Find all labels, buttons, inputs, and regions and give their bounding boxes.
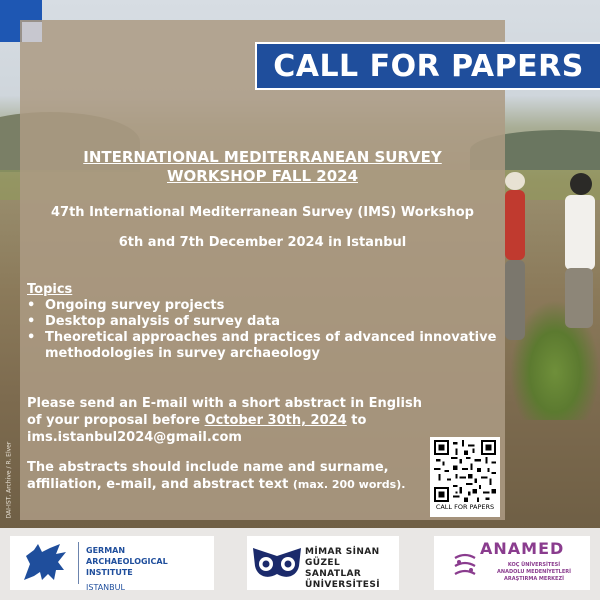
anamed-line: ANADOLU MEDENİYETLERİ	[497, 569, 571, 575]
anamed-logo[interactable]	[434, 536, 590, 590]
person-torso	[505, 190, 525, 260]
submission-text: of your proposal before	[27, 413, 205, 428]
qr-code-icon	[434, 440, 496, 502]
list-item: • Desktop analysis of survey data	[27, 314, 497, 330]
msgsu-line: ÜNİVERSİTESİ	[305, 580, 380, 590]
event-dates: 6th and 7th December 2024 in Istanbul	[118, 235, 407, 250]
dai-line: GERMAN	[86, 546, 126, 555]
abstract-requirements	[27, 459, 427, 493]
submission-instructions	[27, 395, 457, 446]
owl-icon	[251, 544, 303, 582]
word-limit: (max. 200 words).	[292, 478, 406, 491]
call-for-papers-banner	[255, 42, 600, 90]
anamed-name: ANAMED	[480, 539, 565, 558]
griffin-icon	[16, 540, 72, 586]
dai-logo[interactable]	[10, 536, 214, 590]
submission-text: to	[346, 413, 367, 428]
footer-logos	[0, 528, 600, 600]
dai-name	[86, 545, 214, 593]
divider	[78, 542, 79, 584]
contact-email[interactable]: ims.istanbul2024@gmail.com	[27, 430, 242, 445]
anamed-emblem-icon	[452, 553, 478, 579]
deadline: October 30th, 2024	[204, 413, 347, 428]
submission-line: Please send an E-mail with a short abstract in English	[27, 396, 422, 411]
banner-text: CALL FOR PAPERS	[273, 48, 584, 84]
person-torso	[565, 195, 595, 270]
dai-line: ARCHAEOLOGICAL INSTITUTE	[86, 557, 168, 577]
msgsu-line: GÜZEL SANATLAR	[305, 558, 362, 579]
msgsu-line: MİMAR SİNAN	[305, 547, 380, 557]
abstract-text: The abstracts should include name and surname, affiliation, e-mail, and abstract text	[27, 460, 389, 492]
person-legs	[505, 260, 525, 340]
anamed-line: KOÇ ÜNİVERSİTESİ	[507, 562, 561, 568]
corner-accent-inner	[22, 22, 42, 42]
photo-credit	[2, 430, 12, 520]
topics-heading: Topics	[27, 282, 73, 297]
msgsu-name	[305, 547, 397, 591]
title-line: INTERNATIONAL MEDITERRANEAN SURVEY	[83, 148, 442, 166]
event-title	[20, 148, 505, 186]
list-item: • Ongoing survey projects	[27, 298, 497, 314]
workshop-subtitle: 47th International Mediterranean Survey (IMS) Workshop	[51, 205, 474, 220]
person-head	[570, 173, 592, 195]
qr-code-box[interactable]	[430, 437, 500, 517]
title-line: WORKSHOP FALL 2024	[166, 167, 358, 185]
anamed-line: ARAŞTIRMA MERKEZİ	[504, 576, 564, 582]
list-item: • Theoretical approaches and practices of advanced innovative methodologies in survey archaeology	[27, 330, 497, 362]
photo-credit-text: DAI-IST, Archive / R. Elver	[5, 441, 13, 519]
submission-line	[27, 412, 457, 429]
msgsu-logo[interactable]	[247, 536, 399, 590]
topics-list	[27, 298, 497, 362]
person-legs	[565, 268, 593, 328]
dai-city: ISTANBUL	[86, 583, 125, 592]
person-head	[505, 172, 525, 190]
qr-label: CALL FOR PAPERS	[435, 503, 495, 511]
anamed-subtitle	[482, 562, 586, 583]
